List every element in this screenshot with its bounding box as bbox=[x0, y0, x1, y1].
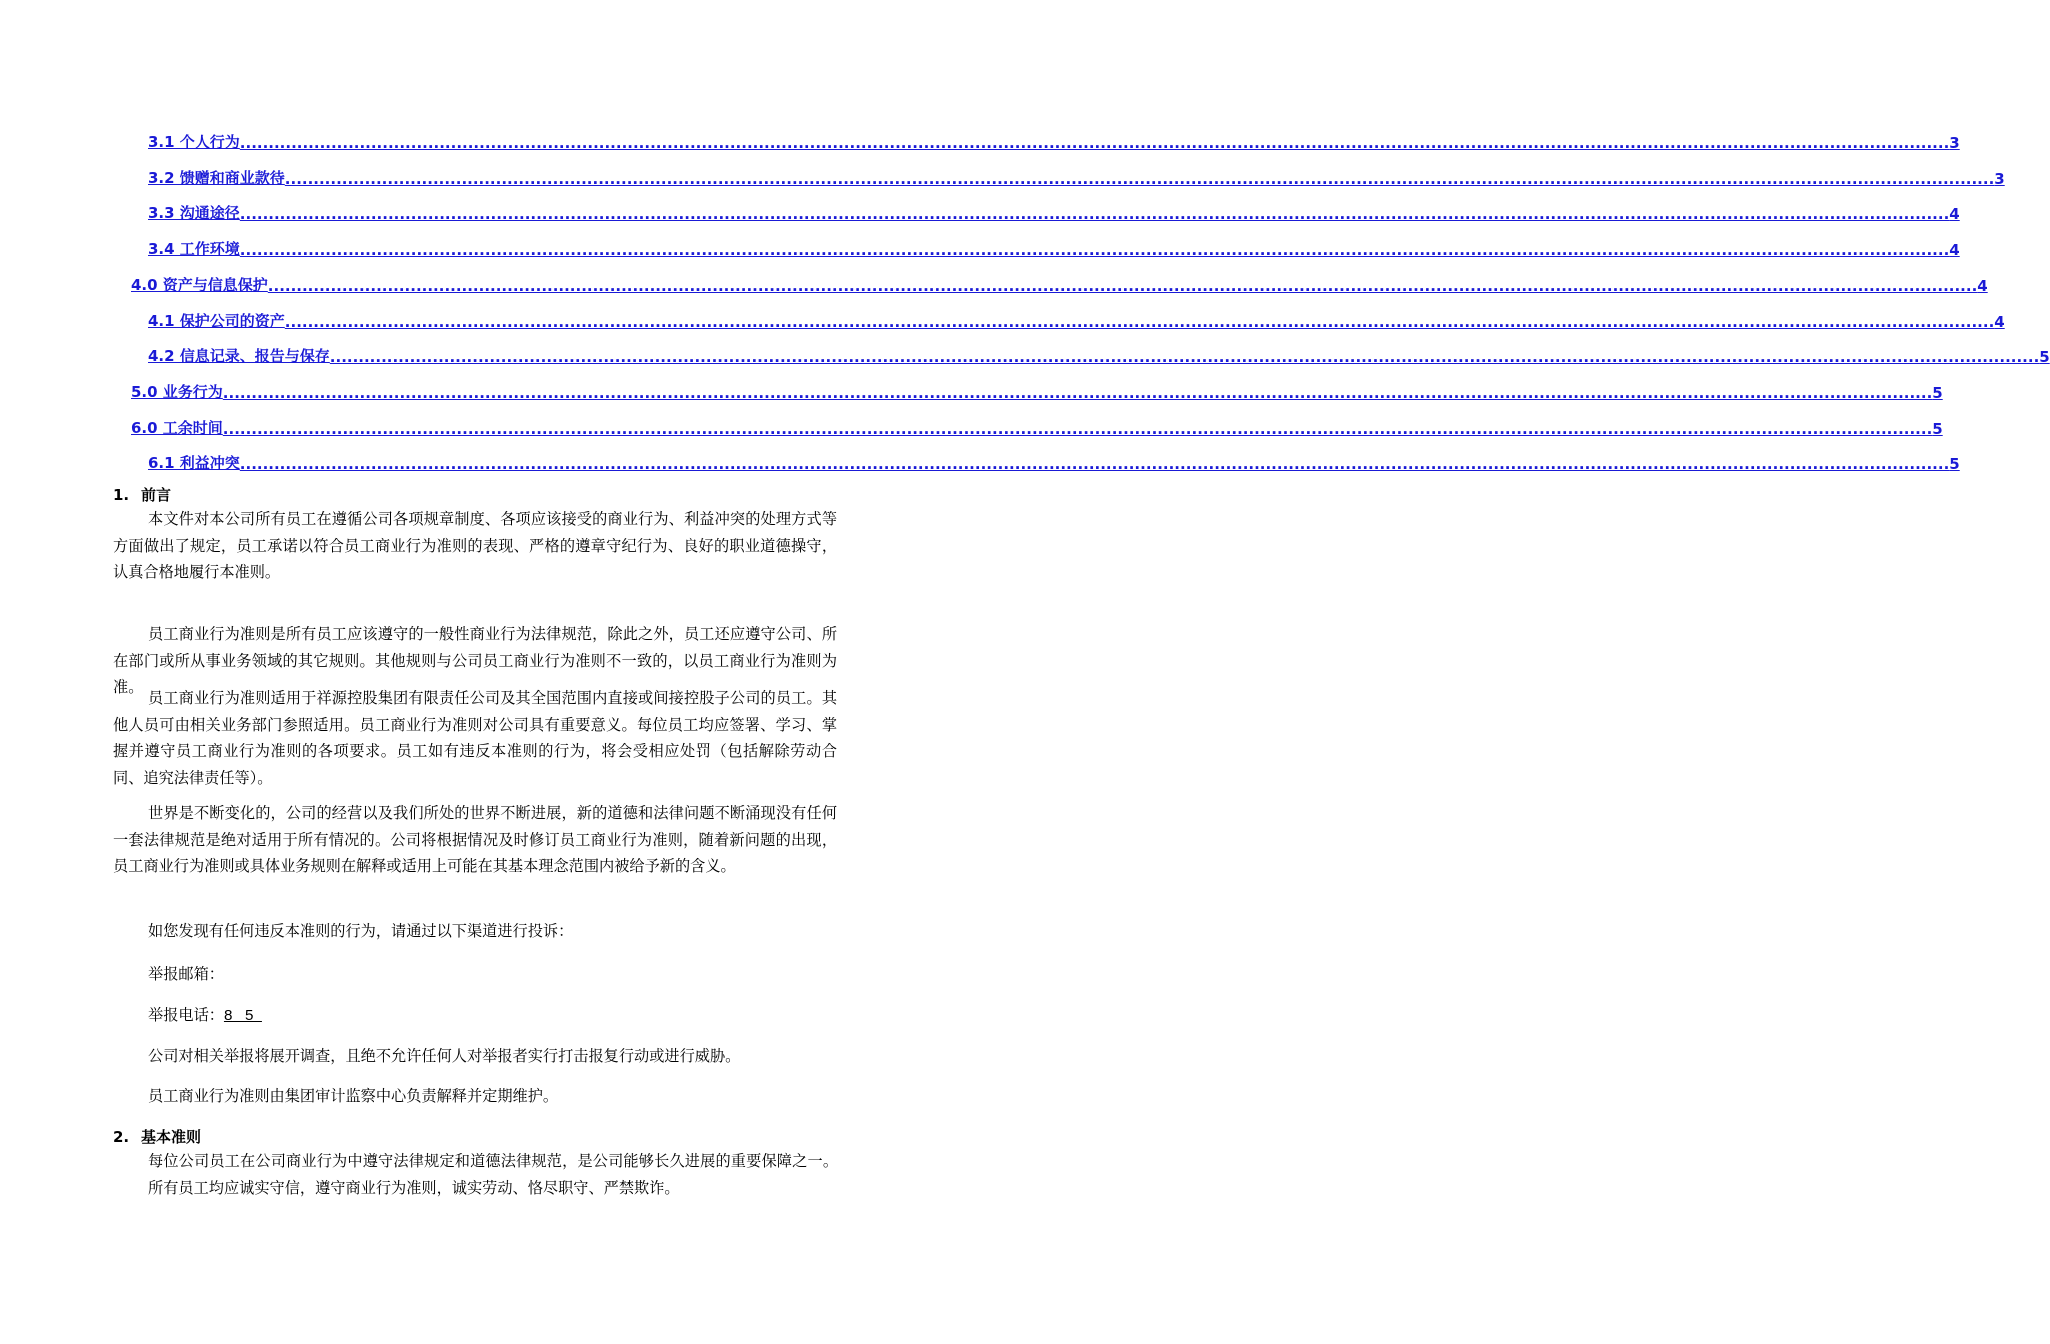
toc-entry-label: 4.2 信息记录、报告与保存 bbox=[148, 347, 330, 366]
toc-leader-dots: ............................................................................................................................................................................................................................................................................................................ bbox=[222, 419, 1933, 438]
toc-entry-page: 4 bbox=[1977, 276, 1988, 295]
toc-entry-page: 4 bbox=[1949, 241, 1960, 260]
toc-entry-label: 4.1 保护公司的资产 bbox=[148, 311, 285, 330]
section-1-number: 1. bbox=[113, 486, 130, 504]
toc-leader-dots: ............................................................................................................................................................................................................................................................................................................ bbox=[222, 383, 1933, 402]
toc-entry-page: 3 bbox=[1949, 134, 1960, 152]
toc-entry-label: 3.4 工作环境 bbox=[148, 240, 240, 259]
report-email-label: 举报邮箱： bbox=[148, 965, 224, 983]
toc-entry[interactable] bbox=[148, 443, 1960, 474]
intro-paragraph-4: 世界是不断变化的，公司的经营以及我们所处的世界不断进展，新的道德和法律问题不断涌现没有任何一套法律规范是绝对适用于所有情况的。公司将根据情况及时修订员工商业行为准则，随着新问题的出现，员工商业行为准则或具体业务规则在解释或适用上可能在其基本理念范围内被给予新的含义。 bbox=[113, 804, 837, 875]
toc-entry[interactable] bbox=[131, 265, 1988, 295]
investigation-statement: 公司对相关举报将展开调查，且绝不允许任何人对举报者实行打击报复行动或进行威胁。 bbox=[148, 1047, 741, 1065]
intro-paragraph-2: 员工商业行为准则是所有员工应该遵守的一般性商业行为法律规范，除此之外，员工还应遵守公司、所在部门或所从事业务领域的其它规则。其他规则与公司员工商业行为准则不一致的，以员工商业行为准则为准。 bbox=[113, 625, 837, 696]
toc-entry-label: 6.0 工余时间 bbox=[131, 418, 223, 437]
report-phone-label: 举报电话： bbox=[148, 1006, 224, 1024]
toc-entry-label: 3.2 馈赠和商业款待 bbox=[148, 168, 285, 187]
basic-principles-paragraph: 每位公司员工在公司商业行为中遵守法律规定和道德法律规范，是公司能够长久进展的重要保障之一。所有员工均应诚实守信，遵守商业行为准则，诚实劳动、恪尽职守、严禁欺诈。 bbox=[148, 1152, 838, 1197]
toc-entry[interactable] bbox=[148, 301, 2005, 331]
toc-leader-dots: ............................................................................................................................................................................................................................................................................................................ bbox=[329, 348, 2040, 367]
toc-leader-dots: ............................................................................................................................................................................................................................................................................................................ bbox=[284, 169, 1995, 188]
maintenance-statement: 员工商业行为准则由集团审计监察中心负责解释并定期维护。 bbox=[148, 1087, 559, 1105]
toc-leader-dots: ............................................................................................................................................................................................................................................................................................................ bbox=[239, 241, 1950, 260]
toc-leader-dots: ............................................................................................................................................................................................................................................................................................................ bbox=[284, 312, 1995, 331]
toc-entry-page: 4 bbox=[1949, 205, 1960, 224]
toc-entry-label: 3.3 沟通途径 bbox=[148, 204, 240, 223]
toc-entry[interactable] bbox=[148, 158, 2005, 188]
toc-entry-page: 5 bbox=[1932, 419, 1943, 438]
section-2-number: 2. bbox=[113, 1128, 130, 1146]
section-1-heading bbox=[113, 484, 171, 505]
toc-entry-page: 5 bbox=[1932, 383, 1943, 402]
toc-entry[interactable] bbox=[148, 229, 1960, 260]
toc-entry-page: 3 bbox=[1994, 169, 2005, 188]
toc-entry-page: 5 bbox=[1949, 455, 1960, 474]
toc-entry[interactable] bbox=[148, 193, 1960, 224]
section-2-title: 基本准则 bbox=[141, 1128, 202, 1146]
section-1-title: 前言 bbox=[141, 486, 172, 504]
report-email bbox=[148, 963, 224, 984]
section-2-heading bbox=[113, 1126, 201, 1147]
report-phone-value: 8 5 bbox=[223, 1007, 262, 1024]
toc-leader-dots: ............................................................................................................................................................................................................................................................................................................ bbox=[239, 134, 1950, 152]
toc-entry[interactable] bbox=[148, 336, 2050, 367]
toc-entry-label: 3.1 个人行为 bbox=[148, 133, 240, 151]
toc-entry-label: 4.0 资产与信息保护 bbox=[131, 275, 268, 294]
intro-paragraph-1: 本文件对本公司所有员工在遵循公司各项规章制度、各项应该接受的商业行为、利益冲突的处理方式等方面做出了规定，员工承诺以符合员工商业行为准则的表现、严格的遵章守纪行为、良好的职业道德操守，认真合格地履行本准则。 bbox=[113, 510, 837, 581]
toc-entry[interactable] bbox=[131, 372, 1943, 402]
toc-entry-label: 5.0 业务行为 bbox=[131, 382, 223, 401]
toc-entry-page: 4 bbox=[1994, 312, 2005, 331]
toc-leader-dots: ............................................................................................................................................................................................................................................................................................................ bbox=[267, 276, 1978, 295]
report-phone bbox=[148, 1004, 262, 1025]
toc-entry[interactable] bbox=[148, 122, 1960, 152]
toc-entry-label: 6.1 利益冲突 bbox=[148, 454, 240, 473]
complaint-intro: 如您发现有任何违反本准则的行为，请通过以下渠道进行投诉： bbox=[148, 922, 574, 940]
intro-paragraph-3: 员工商业行为准则适用于祥源控股集团有限责任公司及其全国范围内直接或间接控股子公司的员工。其他人员可由相关业务部门参照适用。员工商业行为准则对公司具有重要意义。每位员工均应签署、学习、掌握并遵守员工商业行为准则的各项要求。员工如有违反本准则的行为，将会受相应处罚（包括解除劳动合同、追究法律责任等）。 bbox=[113, 689, 837, 787]
toc-leader-dots: ............................................................................................................................................................................................................................................................................................................ bbox=[239, 205, 1950, 224]
toc-entry[interactable] bbox=[131, 408, 1943, 438]
toc-entry-page: 5 bbox=[2039, 348, 2050, 367]
toc-leader-dots: ............................................................................................................................................................................................................................................................................................................ bbox=[239, 455, 1950, 474]
